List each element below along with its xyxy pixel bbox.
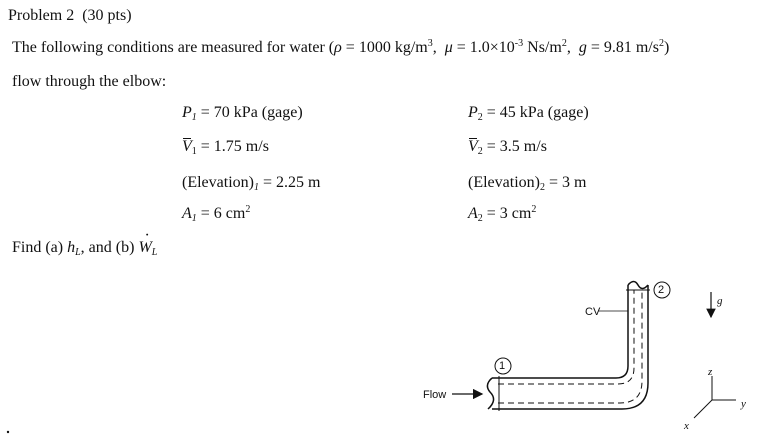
section-2-label: 2 <box>658 284 665 296</box>
elevation2-value: = 3 m <box>544 174 587 191</box>
v2-subscript: 2 <box>477 146 483 157</box>
a2-subscript: 2 <box>477 213 483 224</box>
a2-value: = 3 cm <box>482 205 532 222</box>
a1-symbol: A <box>182 205 192 222</box>
p1-symbol: P <box>182 104 192 121</box>
wl-symbol: · W <box>138 238 151 258</box>
g-symbol: g <box>578 39 587 56</box>
section-1-label: 1 <box>499 360 506 372</box>
x-axis <box>694 400 712 418</box>
mu-unit: Ns/m <box>523 39 562 56</box>
g-exponent: 2 <box>658 38 664 49</box>
pipe-inner-wall <box>492 285 628 378</box>
p1-subscript: 1 <box>191 112 197 123</box>
p2-symbol: P <box>468 104 478 121</box>
flow-label: Flow <box>423 389 447 401</box>
rho-exponent: 3 <box>427 38 433 49</box>
axis-x-label: x <box>684 420 689 432</box>
elevation1-label: (Elevation) <box>182 174 254 191</box>
elevation2-subscript: 2 <box>539 182 545 193</box>
a1-value: = 6 cm <box>196 205 246 222</box>
elevation1-subscript: 1 <box>253 182 259 193</box>
p1-value: = 70 kPa (gage) <box>196 104 303 121</box>
find-text: Find (a) <box>12 239 68 256</box>
statement-intro: The following conditions are measured for water ( <box>12 39 335 56</box>
rho-symbol: ρ <box>334 39 342 56</box>
find-mid: , and (b) <box>80 239 139 256</box>
elevation2-label: (Elevation) <box>468 174 540 191</box>
v2-value: = 3.5 m/s <box>482 138 547 155</box>
cv-label: CV <box>585 306 601 318</box>
rho-value: = 1000 kg/m <box>345 39 428 56</box>
p2-value: = 45 kPa (gage) <box>482 104 589 121</box>
mu-value: = 1.0×10 <box>456 39 515 56</box>
axis-z-label: z <box>708 366 713 378</box>
mu-symbol: μ <box>444 39 453 56</box>
hl-subscript: L <box>75 247 81 258</box>
gravity-label: g <box>717 295 723 307</box>
problem-points: (30 pts) <box>82 7 132 24</box>
stray-mark <box>7 431 9 433</box>
a1-exponent: 2 <box>245 204 251 215</box>
outlet-wavy-end <box>628 282 648 289</box>
v1-subscript: 1 <box>191 146 197 157</box>
v1-value: = 1.75 m/s <box>196 138 269 155</box>
statement-close: ) <box>663 39 670 56</box>
pipe-outer-wall <box>492 285 648 409</box>
mu-exponent: -3 <box>514 38 524 49</box>
g-value: = 9.81 m/s <box>590 39 659 56</box>
v1-symbol: V <box>182 138 192 155</box>
problem-number: Problem 2 <box>8 7 75 24</box>
mu-unit-exponent: 2 <box>561 38 567 49</box>
elevation1-value: = 2.25 m <box>258 174 321 191</box>
hl-symbol: h <box>67 239 76 256</box>
statement-line-2: flow through the elbow: <box>12 73 167 90</box>
control-volume <box>498 290 642 403</box>
inlet-wavy-end <box>487 378 493 409</box>
a1-subscript: 1 <box>191 213 197 224</box>
wl-subscript: L <box>151 247 158 258</box>
axis-y-label: y <box>741 398 746 410</box>
a2-symbol: A <box>468 205 478 222</box>
p2-subscript: 2 <box>477 112 483 123</box>
statement-line-1: The following conditions are measured for water (ρ = 1000 $kg/m^3$, $\mu = 1.0\times 10^{-3}$ $Ns/m^2$, g = 9.81 $m/s^2$) <box>12 38 670 56</box>
a2-exponent: 2 <box>531 204 537 215</box>
v2-symbol: V <box>468 138 478 155</box>
